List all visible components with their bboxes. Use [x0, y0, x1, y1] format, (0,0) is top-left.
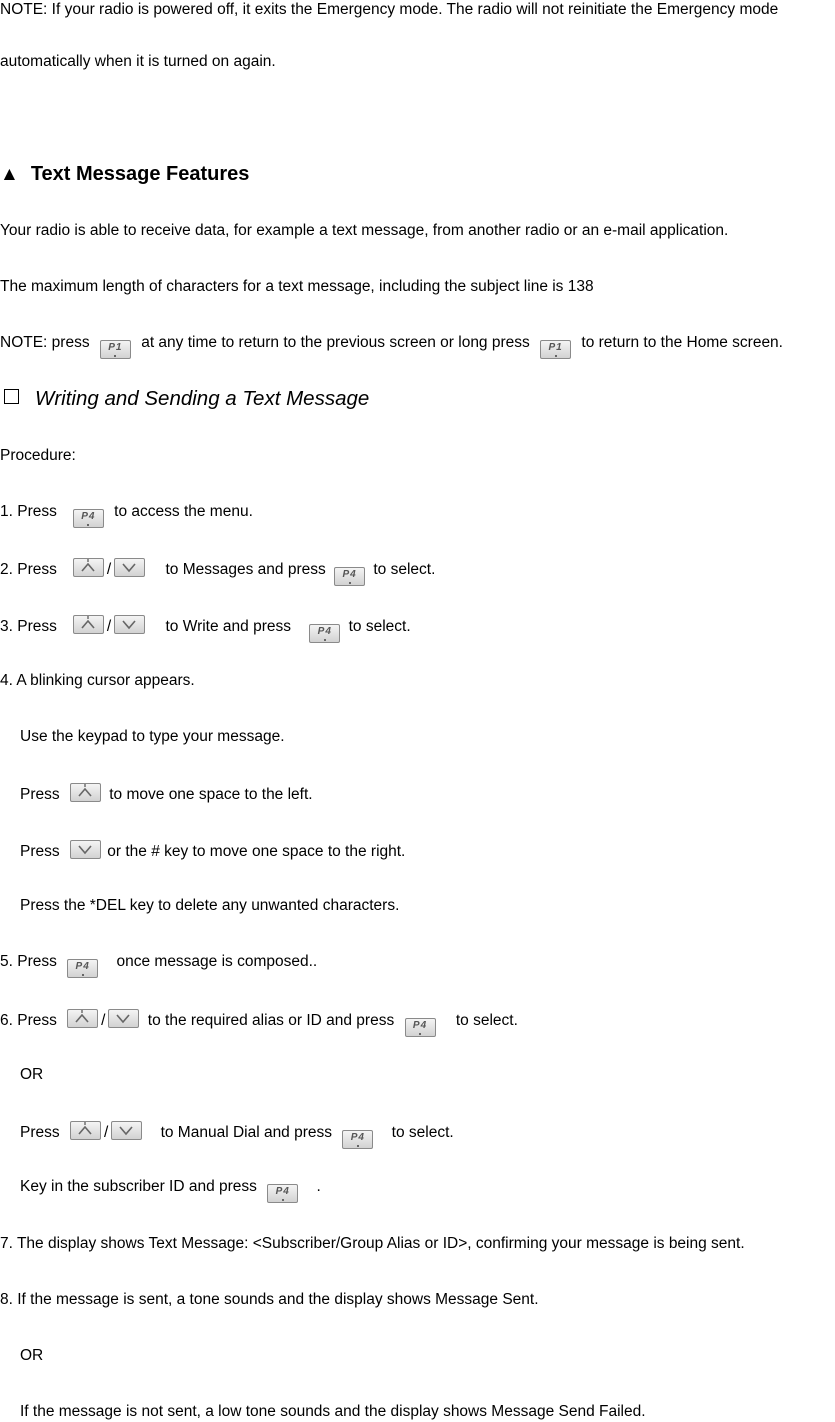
step-4-sub-3-text-b: or the # key to move one space to the right. [107, 843, 406, 860]
key-separator: / [101, 1012, 106, 1029]
key-separator: / [103, 1124, 109, 1141]
step-6-key-in-text-a: Key in the subscriber ID and press [20, 1178, 257, 1195]
step-3-text-b: to Write and press [165, 618, 291, 635]
step-3-text-a: 3. Press [0, 618, 57, 635]
step-1 [0, 502, 253, 522]
step-2-text-b: to Messages and press [165, 561, 326, 578]
step-5-text-b: once message is composed.. [116, 953, 318, 970]
key-separator: / [106, 618, 112, 635]
checkbox-bullet-icon [4, 389, 19, 404]
step-6-alt-text-a: Press [20, 1124, 60, 1141]
step-2 [0, 558, 435, 578]
step-2-text-c: to select. [373, 561, 436, 578]
down-arrow-key-icon [108, 1009, 139, 1028]
step-3-text-c: to select. [348, 618, 411, 635]
step-8-or: OR [20, 1347, 44, 1364]
intro-paragraph-1: Your radio is able to receive data, for example a text message, from another radio or an e-mail application. [0, 222, 729, 239]
down-arrow-key-icon [70, 840, 101, 859]
step-5-text-a: 5. Press [0, 953, 57, 970]
step-4-sub-1: Use the keypad to type your message. [20, 728, 285, 745]
step-4-sub-2-text-a: Press [20, 786, 60, 803]
subsection-heading [0, 387, 369, 411]
step-4-sub-3 [20, 840, 405, 860]
p4-key-icon: P4 [334, 567, 365, 586]
step-6-text-c: to select. [455, 1012, 518, 1029]
step-5 [0, 952, 317, 972]
step-8: 8. If the message is sent, a tone sounds and the display shows Message Sent. [0, 1291, 539, 1308]
step-6-or: OR [20, 1066, 44, 1083]
step-4-sub-2 [20, 783, 313, 803]
p1-key-icon: P1 [540, 340, 571, 359]
key-separator: / [106, 561, 112, 578]
p4-key-icon: P4 [267, 1184, 298, 1203]
p1-key-icon: P1 [100, 340, 131, 359]
up-arrow-key-icon [67, 1009, 98, 1028]
down-arrow-key-icon [111, 1121, 142, 1140]
p4-key-icon: P4 [405, 1018, 436, 1037]
section-title: Text Message Features [30, 163, 250, 185]
triangle-bullet-icon: ▲ [0, 164, 19, 185]
note-emergency-line1: NOTE: If your radio is powered off, it exits the Emergency mode. The radio will not reinitiate the Emergency mode [0, 1, 779, 18]
step-4-sub-3-text-a: Press [20, 843, 60, 860]
down-arrow-key-icon [114, 558, 145, 577]
step-3 [0, 615, 411, 635]
p4-key-icon: P4 [73, 509, 104, 528]
note-emergency-line2: automatically when it is turned on again. [0, 53, 276, 70]
step-6-key-in-text-b: . [316, 1178, 321, 1195]
down-arrow-key-icon [114, 615, 145, 634]
p4-key-icon: P4 [67, 959, 98, 978]
up-arrow-key-icon [70, 783, 101, 802]
step-4-sub-2-text-b: to move one space to the left. [109, 786, 313, 803]
step-1-text-a: 1. Press [0, 503, 57, 520]
step-6-key-in [20, 1177, 321, 1197]
step-6-text-a: 6. Press [0, 1012, 57, 1029]
step-4-sub-4: Press the *DEL key to delete any unwanted characters. [20, 897, 400, 914]
up-arrow-key-icon [73, 558, 104, 577]
procedure-label: Procedure: [0, 447, 76, 464]
step-6-text-b: to the required alias or ID and press [147, 1012, 395, 1029]
p4-key-icon: P4 [342, 1130, 373, 1149]
step-6-alt-text-c: to select. [391, 1124, 454, 1141]
step-6 [0, 1009, 518, 1029]
step-8-alt: If the message is not sent, a low tone sounds and the display shows Message Send Failed. [20, 1403, 646, 1420]
up-arrow-key-icon [70, 1121, 101, 1140]
intro-paragraph-2: The maximum length of characters for a text message, including the subject line is 138 [0, 278, 594, 295]
subsection-title: Writing and Sending a Text Message [35, 387, 370, 410]
up-arrow-key-icon [73, 615, 104, 634]
note-press [0, 333, 783, 353]
note-press-mid: at any time to return to the previous screen or long press [141, 334, 530, 351]
section-heading [0, 162, 249, 186]
step-1-text-b: to access the menu. [114, 503, 253, 520]
step-7: 7. The display shows Text Message: <Subscriber/Group Alias or ID>, confirming your message is being sent. [0, 1235, 745, 1252]
note-press-suffix: to return to the Home screen. [581, 334, 783, 351]
step-6-alt [20, 1121, 454, 1141]
p4-key-icon: P4 [309, 624, 340, 643]
step-6-alt-text-b: to Manual Dial and press [160, 1124, 333, 1141]
step-2-text-a: 2. Press [0, 561, 57, 578]
step-4: 4. A blinking cursor appears. [0, 672, 195, 689]
note-press-prefix: NOTE: press [0, 334, 90, 351]
